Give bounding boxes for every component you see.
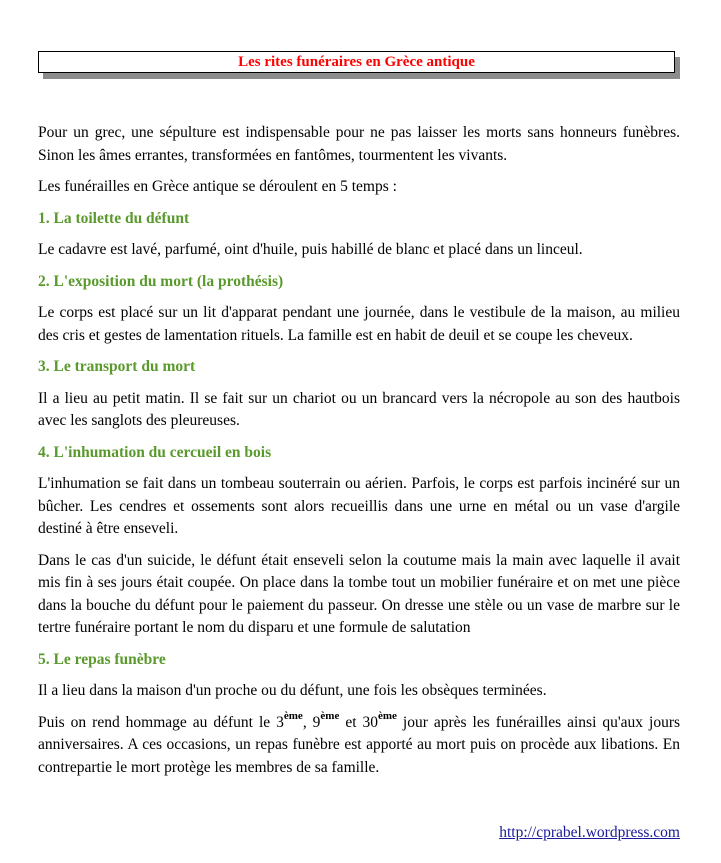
title-banner [38,51,680,79]
page-title: Les rites funéraires en Grèce antique [38,51,675,73]
section-paragraph: L'inhumation se fait dans un tombeau souterrain ou aérien. Parfois, le corps est parfois incinéré sur un bûcher. Les cendres et ossements sont alors recueillis dans une urne en métal ou un vase d'argile destiné à être enseveli. [38,475,680,537]
intro-paragraph: Les funérailles en Grèce antique se déroulent en 5 temps : [38,178,397,195]
section-paragraph: Il a lieu au petit matin. Il se fait sur un chariot ou un brancard vers la nécropole au son des hautbois avec les sanglots des pleureuses. [38,389,680,429]
final-paragraph: Puis on rend hommage au défunt le 3ème, 9ème et 30ème jour après les funérailles ainsi qu'aux jours anniversaires. A ces occasions, un repas funèbre est apporté au mort puis on procède aux libations. En contrepartie le mort protège les membres de sa famille. [38,710,681,776]
section-heading: 5. Le repas funèbre [38,650,166,668]
section-paragraph: Le corps est placé sur un lit d'apparat pendant une journée, dans le vestibule de la maison, au milieu des cris et gestes de lamentation rituels. La famille est en habit de deuil et se coupe les cheveux. [38,304,680,344]
section-heading: 4. L'inhumation du cercueil en bois [38,443,272,461]
ordinal-suffix: ème [283,710,303,723]
ordinal-suffix: ème [320,710,340,723]
section-heading: 3. Le transport du mort [38,358,196,375]
section-paragraph: Le cadavre est lavé, parfumé, oint d'huile, puis habillé de blanc et placé dans un linceul. [38,241,583,258]
intro-paragraph: Pour un grec, une sépulture est indispensable pour ne pas laisser les morts sans honneurs funèbres. Sinon les âmes errantes, transformées en fantômes, tourmentent les vivants. [38,124,680,164]
article-body [38,122,680,788]
section-paragraph: Dans le cas d'un suicide, le défunt était enseveli selon la coutume mais la main avec laquelle il avait mis fin à ses jours était coupée. On place dans la tombe tout un mobilier funéraire et on met une pièce dans la bouche du défunt pour le paiement du passeur. On dresse une stèle ou un vase de marbre sur le tertre funéraire portant le nom du disparu et une formule de salutation [38,551,680,636]
ordinal-suffix: ème [378,710,397,723]
section-paragraph: Il a lieu dans la maison d'un proche ou du défunt, une fois les obsèques terminées. [38,682,547,699]
section-heading: 2. L'exposition du mort (la prothésis) [38,272,284,290]
section-heading: 1. La toilette du défunt [38,209,190,227]
footer-link[interactable]: http://cprabel.wordpress.com [499,824,680,841]
